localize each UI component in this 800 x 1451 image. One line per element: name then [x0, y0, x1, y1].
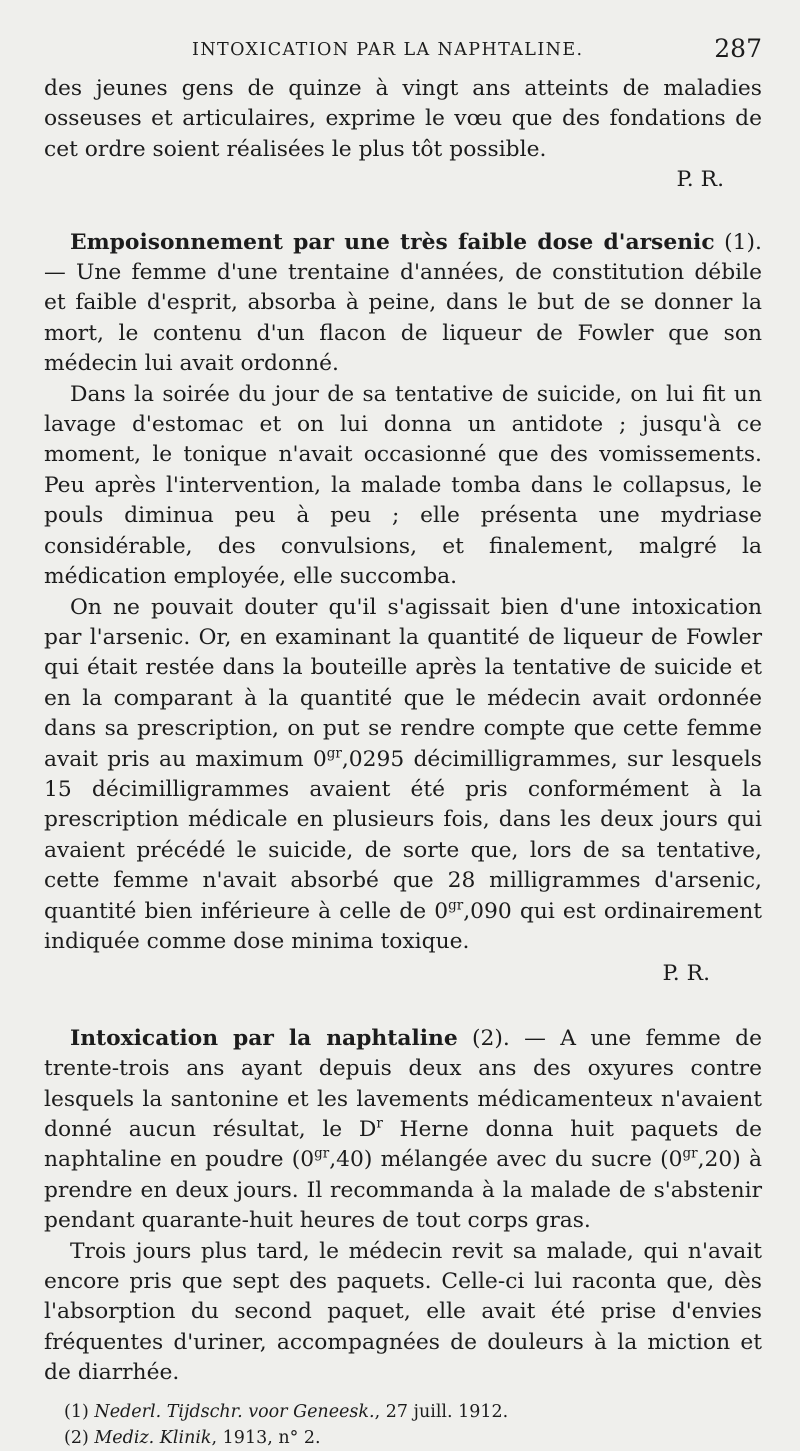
- running-head: [44, 34, 762, 74]
- continuation-paragraph: des jeunes gens de quinze à vingt ans atteints de maladies osseuses et articulaires, exprime le vœu que des fondations de cet ordre soient réalisées le plus tôt possible.: [44, 76, 762, 162]
- article-naphtaline-paragraph-1: Intoxication par la naphtaline (2). — A une femme de trente-trois ans ayant depuis deux ans des oxyures contre lesquels la santonine et les lavements médicamenteux n'avaient donné aucun résultat, le $D^r$ Herne donna huit paquets de naphtaline en poudre $(0^{gr},40)$ mélangée avec du sucre $(0^{gr},20)$ à prendre en deux jours. Il recommanda à la malade de s'abstenir pendant quarante-huit heures de tout corps gras.: [44, 1025, 763, 1234]
- running-head-title: INTOXICATION PAR LA NAPHTALINE.: [192, 40, 584, 60]
- footnote-1-source: Nederl. Tijdschr. voor Geneesk.: [94, 1401, 375, 1422]
- page-number: 287: [714, 34, 762, 63]
- footnotes: [44, 1399, 762, 1451]
- footnote-1: (1) Nederl. Tijdschr. voor Geneesk., 27 juill. 1912.: [64, 1401, 509, 1422]
- article-arsenic-paragraph-1: Empoisonnement par une très faible dose d'arsenic (1). — Une femme d'une trentaine d'années, de constitution débile et faible d'esprit, absorba à peine, dans le but de se donner la mort, le contenu d'un flacon de liqueur de Fowler que son médecin lui avait ordonné.: [44, 229, 762, 377]
- author-initials: P. R.: [676, 167, 724, 193]
- footnote-2: (2) Mediz. Klinik, 1913, n° 2.: [64, 1427, 321, 1448]
- article-arsenic-heading: Empoisonnement par une très faible dose d'arsenic: [70, 229, 715, 255]
- footnote-ref-1: (1).: [724, 229, 762, 255]
- article-arsenic-paragraph-3: On ne pouvait douter qu'il s'agissait bien d'une intoxication par l'arsenic. Or, en examinant la quantité de liqueur de Fowler qui était restée dans la bouteille après la tentative de suicide et en la comparant à la quantité que le médecin avait ordonnée dans sa prescription, on put se rendre compte que cette femme avait pris au maximum $0^{gr},0295$ décimilligrammes, sur lesquels 15 décimilligrammes avaient été pris conformément à la prescription médicale en plusieurs fois, dans les deux jours qui avaient précédé le suicide, de sorte que, lors de sa tentative, cette femme n'avait absorbé que 28 milligrammes d'arsenic, quantité bien inférieure à celle de $0^{gr},090$ qui est ordinairement indiquée comme dose minima toxique.: [44, 594, 763, 954]
- footnote-ref-2: (2).: [472, 1025, 510, 1051]
- article-naphtaline-heading: Intoxication par la naphtaline: [70, 1025, 458, 1051]
- article-naphtaline-paragraph-2: Trois jours plus tard, le médecin revit sa malade, qui n'avait encore pris que sept des paquets. Celle-ci lui raconta que, dès l'absorption du second paquet, elle avait été prise d'envies fréquentes d'uriner, accompagnées de douleurs à la miction et de diarrhée.: [44, 1238, 762, 1386]
- author-initials: P. R.: [662, 961, 710, 987]
- article-arsenic-paragraph-2: Dans la soirée du jour de sa tentative de suicide, on lui fit un lavage d'estomac et on lui donna un antidote ; jusqu'à ce moment, le tonique n'avait occasionné que des vomissements. Peu après l'intervention, la malade tomba dans le collapsus, le pouls diminua peu à peu ; elle présenta une mydriase considérable, des convulsions, et finalement, malgré la médication employée, elle succomba.: [44, 381, 762, 590]
- footnote-2-source: Mediz. Klinik: [94, 1427, 212, 1448]
